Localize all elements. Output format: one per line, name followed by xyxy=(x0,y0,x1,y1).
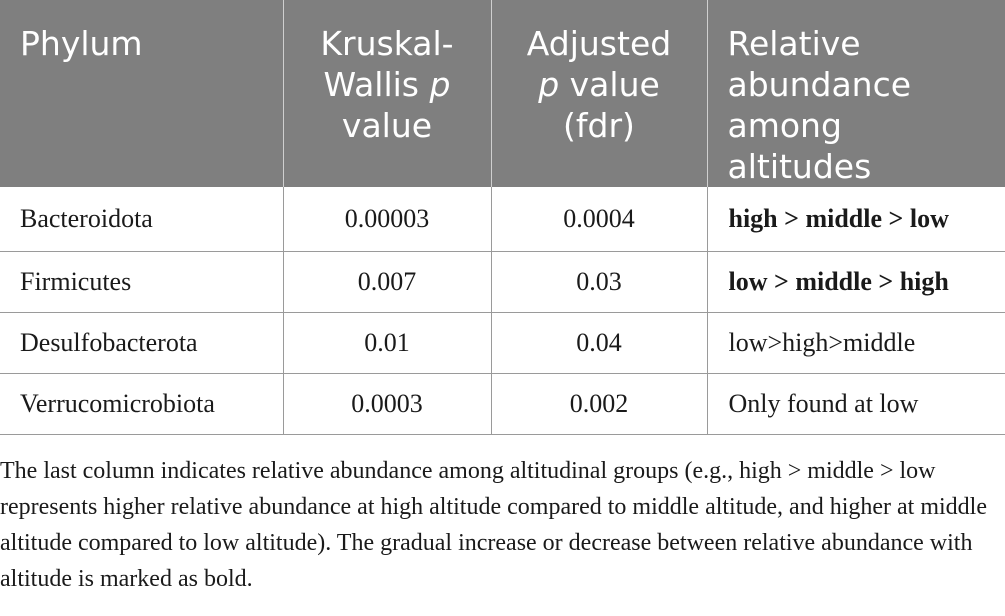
table-footnote: The last column indicates relative abundance among altitudinal groups (e.g., high > middle > low represents higher relative abundance at high altitude compared to middle altitude, and higher at middle altitude compared to low altitude). The gradual increase or decrease between relative abundance with altitude is marked as bold. xyxy=(0,458,987,592)
table-row xyxy=(0,312,1005,373)
header-kw-line2-italic: p xyxy=(429,65,451,104)
header-kw-line2 xyxy=(284,64,491,105)
cell-adjusted-p: 0.04 xyxy=(491,312,707,373)
header-relative-abundance xyxy=(707,0,1005,187)
header-kw-line1: Kruskal- xyxy=(320,24,454,63)
header-adj-line2-text: value xyxy=(559,65,660,104)
table-header xyxy=(0,0,1005,187)
cell-adjusted-p: 0.03 xyxy=(491,251,707,312)
cell-relative-abundance: low>high>middle xyxy=(707,312,1005,373)
cell-relative-abundance: low > middle > high xyxy=(707,251,1005,312)
header-kw-line2-text: Wallis xyxy=(323,65,430,104)
cell-kruskal-wallis-p: 0.01 xyxy=(283,312,491,373)
cell-phylum: Firmicutes xyxy=(0,251,283,312)
header-adj-line3: (fdr) xyxy=(563,106,635,145)
cell-adjusted-p: 0.0004 xyxy=(491,187,707,251)
header-rel-line3: among xyxy=(727,106,842,145)
header-kruskal-wallis-p xyxy=(283,0,491,187)
header-row xyxy=(0,0,1005,187)
cell-phylum: Verrucomicrobiota xyxy=(0,373,283,434)
header-adj-line2-italic: p xyxy=(538,65,560,104)
header-phylum xyxy=(0,0,283,187)
table-row xyxy=(0,187,1005,251)
header-adj-line2 xyxy=(492,64,707,105)
table-row xyxy=(0,251,1005,312)
header-adjusted-p xyxy=(491,0,707,187)
header-adj-line1: Adjusted xyxy=(526,24,672,63)
cell-adjusted-p: 0.002 xyxy=(491,373,707,434)
header-rel-line2: abundance xyxy=(727,65,912,104)
cell-phylum: Desulfobacterota xyxy=(0,312,283,373)
header-rel-line4: altitudes xyxy=(727,147,872,186)
cell-kruskal-wallis-p: 0.00003 xyxy=(283,187,491,251)
cell-kruskal-wallis-p: 0.007 xyxy=(283,251,491,312)
table-row xyxy=(0,373,1005,434)
table-body xyxy=(0,187,1005,434)
cell-relative-abundance: high > middle > low xyxy=(707,187,1005,251)
cell-kruskal-wallis-p: 0.0003 xyxy=(283,373,491,434)
cell-phylum: Bacteroidota xyxy=(0,187,283,251)
cell-relative-abundance: Only found at low xyxy=(707,373,1005,434)
header-rel-line1: Relative xyxy=(727,24,861,63)
header-kw-line3: value xyxy=(341,106,433,145)
header-phylum-label: Phylum xyxy=(20,24,143,63)
